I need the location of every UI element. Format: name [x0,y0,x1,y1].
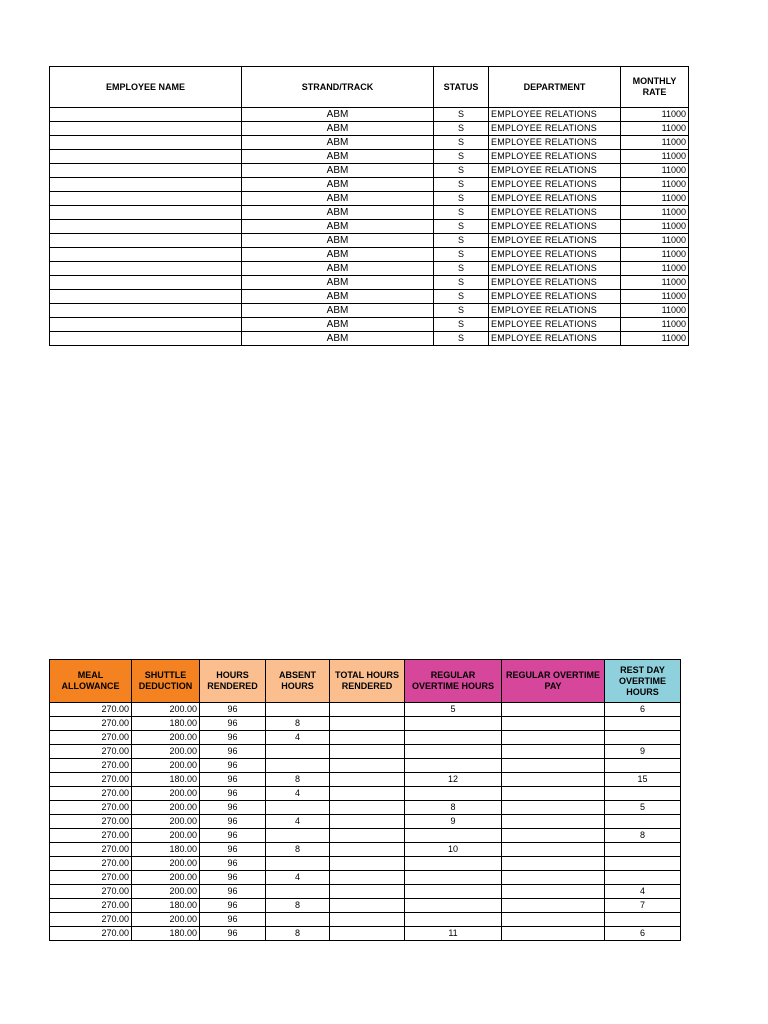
regular-overtime-pay-cell [502,829,605,843]
hours-rendered-cell: 96 [200,899,266,913]
strand-cell: ABM [242,122,434,136]
hours-rendered-cell: 96 [200,745,266,759]
shuttle-deduction-cell: 200.00 [132,857,200,871]
shuttle-deduction-cell: 200.00 [132,801,200,815]
monthly-rate-cell: 11000 [621,234,689,248]
total-hours-cell [330,843,405,857]
payroll-row [50,745,681,759]
employee-name-cell [50,248,242,262]
status-header: STATUS [434,67,489,108]
regular-overtime-hours-cell: 8 [405,801,502,815]
meal-allowance-cell: 270.00 [50,815,132,829]
shuttle-deduction-cell: 200.00 [132,913,200,927]
payroll-row [50,717,681,731]
hours-rendered-cell: 96 [200,731,266,745]
absent-hours-cell [266,703,330,717]
shuttle-deduction-cell: 200.00 [132,815,200,829]
monthly-rate-cell: 11000 [621,290,689,304]
rest-day-overtime-hours-cell [605,815,681,829]
regular-overtime-hours-header: REGULAR OVERTIME HOURS [405,660,502,703]
payroll-hours-table [49,659,681,941]
regular-overtime-hours-cell [405,731,502,745]
payroll-row [50,913,681,927]
department-cell: EMPLOYEE RELATIONS [489,318,621,332]
rest-day-overtime-hours-cell: 8 [605,829,681,843]
strand-cell: ABM [242,220,434,234]
meal-allowance-cell: 270.00 [50,759,132,773]
employee-name-cell [50,150,242,164]
strand-cell: ABM [242,136,434,150]
total-hours-cell [330,787,405,801]
employee-name-cell [50,276,242,290]
regular-overtime-pay-cell [502,703,605,717]
employee-name-cell [50,178,242,192]
rest-day-overtime-hours-header: REST DAY OVERTIME HOURS [605,660,681,703]
regular-overtime-pay-cell [502,801,605,815]
employee-name-cell [50,136,242,150]
regular-overtime-pay-cell [502,773,605,787]
strand-cell: ABM [242,234,434,248]
hours-rendered-cell: 96 [200,787,266,801]
department-cell: EMPLOYEE RELATIONS [489,206,621,220]
absent-hours-cell: 8 [266,773,330,787]
hours-rendered-cell: 96 [200,885,266,899]
regular-overtime-hours-cell: 12 [405,773,502,787]
employee-row [50,290,689,304]
employee-row [50,122,689,136]
total-hours-cell [330,759,405,773]
shuttle-deduction-cell: 180.00 [132,773,200,787]
regular-overtime-pay-cell [502,843,605,857]
absent-hours-cell [266,829,330,843]
employee-name-cell [50,122,242,136]
strand-cell: ABM [242,318,434,332]
regular-overtime-pay-cell [502,745,605,759]
regular-overtime-pay-cell [502,759,605,773]
employee-name-cell [50,290,242,304]
hours-rendered-cell: 96 [200,703,266,717]
department-header: DEPARTMENT [489,67,621,108]
strand-cell: ABM [242,108,434,122]
hours-rendered-cell: 96 [200,871,266,885]
hours-rendered-cell: 96 [200,759,266,773]
total-hours-cell [330,829,405,843]
rest-day-overtime-hours-cell: 9 [605,745,681,759]
shuttle-deduction-cell: 180.00 [132,717,200,731]
absent-hours-cell: 8 [266,717,330,731]
payroll-row [50,829,681,843]
monthly-rate-cell: 11000 [621,332,689,346]
payroll-row [50,773,681,787]
total-hours-cell [330,871,405,885]
shuttle-deduction-header: SHUTTLE DEDUCTION [132,660,200,703]
total-hours-header: TOTAL HOURS RENDERED [330,660,405,703]
regular-overtime-hours-cell [405,759,502,773]
employee-table [49,66,689,346]
rest-day-overtime-hours-cell: 4 [605,885,681,899]
meal-allowance-cell: 270.00 [50,717,132,731]
payroll-row [50,871,681,885]
regular-overtime-pay-cell [502,717,605,731]
meal-allowance-cell: 270.00 [50,787,132,801]
employee-row [50,332,689,346]
total-hours-cell [330,773,405,787]
status-cell: S [434,206,489,220]
employee-name-cell [50,192,242,206]
total-hours-cell [330,731,405,745]
rest-day-overtime-hours-cell [605,759,681,773]
strand-cell: ABM [242,178,434,192]
shuttle-deduction-cell: 200.00 [132,703,200,717]
department-cell: EMPLOYEE RELATIONS [489,276,621,290]
monthly-rate-cell: 11000 [621,304,689,318]
absent-hours-cell: 4 [266,731,330,745]
absent-hours-cell: 8 [266,843,330,857]
department-cell: EMPLOYEE RELATIONS [489,192,621,206]
regular-overtime-pay-cell [502,899,605,913]
meal-allowance-cell: 270.00 [50,703,132,717]
monthly-rate-cell: 11000 [621,318,689,332]
employee-row [50,206,689,220]
payroll-row [50,787,681,801]
absent-hours-cell: 4 [266,787,330,801]
hours-rendered-cell: 96 [200,829,266,843]
strand-cell: ABM [242,192,434,206]
employee-name-cell [50,262,242,276]
absent-hours-cell [266,913,330,927]
strand-cell: ABM [242,304,434,318]
rest-day-overtime-hours-cell [605,871,681,885]
monthly-rate-cell: 11000 [621,178,689,192]
monthly-rate-cell: 11000 [621,164,689,178]
employee-row [50,150,689,164]
employee-row [50,192,689,206]
regular-overtime-hours-cell [405,885,502,899]
meal-allowance-cell: 270.00 [50,927,132,941]
regular-overtime-hours-cell [405,787,502,801]
meal-allowance-cell: 270.00 [50,871,132,885]
department-cell: EMPLOYEE RELATIONS [489,262,621,276]
department-cell: EMPLOYEE RELATIONS [489,108,621,122]
total-hours-cell [330,717,405,731]
rest-day-overtime-hours-cell [605,913,681,927]
shuttle-deduction-cell: 200.00 [132,787,200,801]
employee-table-header-row [50,67,689,108]
rest-day-overtime-hours-cell [605,787,681,801]
employee-name-cell [50,234,242,248]
employee-row [50,164,689,178]
status-cell: S [434,108,489,122]
monthly-rate-header: MONTHLY RATE [621,67,689,108]
rest-day-overtime-hours-cell [605,731,681,745]
shuttle-deduction-cell: 180.00 [132,927,200,941]
payroll-row [50,843,681,857]
status-cell: S [434,178,489,192]
regular-overtime-hours-cell [405,899,502,913]
strand-cell: ABM [242,206,434,220]
regular-overtime-pay-cell [502,885,605,899]
total-hours-cell [330,703,405,717]
department-cell: EMPLOYEE RELATIONS [489,234,621,248]
hours-rendered-cell: 96 [200,801,266,815]
shuttle-deduction-cell: 180.00 [132,843,200,857]
employee-row [50,304,689,318]
shuttle-deduction-cell: 180.00 [132,899,200,913]
employee-row [50,108,689,122]
employee-name-cell [50,332,242,346]
monthly-rate-cell: 11000 [621,276,689,290]
regular-overtime-pay-cell [502,871,605,885]
meal-allowance-cell: 270.00 [50,843,132,857]
absent-hours-cell: 8 [266,927,330,941]
employee-name-cell [50,318,242,332]
employee-name-header: EMPLOYEE NAME [50,67,242,108]
hours-rendered-header: HOURS RENDERED [200,660,266,703]
total-hours-cell [330,885,405,899]
payroll-row [50,927,681,941]
monthly-rate-cell: 11000 [621,136,689,150]
regular-overtime-hours-cell [405,745,502,759]
status-cell: S [434,332,489,346]
strand-header: STRAND/TRACK [242,67,434,108]
employee-name-cell [50,108,242,122]
absent-hours-cell: 4 [266,815,330,829]
employee-row [50,136,689,150]
status-cell: S [434,192,489,206]
absent-hours-cell [266,885,330,899]
regular-overtime-hours-cell [405,913,502,927]
department-cell: EMPLOYEE RELATIONS [489,304,621,318]
meal-allowance-cell: 270.00 [50,913,132,927]
regular-overtime-hours-cell: 11 [405,927,502,941]
department-cell: EMPLOYEE RELATIONS [489,178,621,192]
meal-allowance-cell: 270.00 [50,773,132,787]
monthly-rate-cell: 11000 [621,192,689,206]
status-cell: S [434,262,489,276]
department-cell: EMPLOYEE RELATIONS [489,220,621,234]
meal-allowance-cell: 270.00 [50,899,132,913]
rest-day-overtime-hours-cell [605,717,681,731]
hours-rendered-cell: 96 [200,857,266,871]
total-hours-cell [330,927,405,941]
absent-hours-cell: 8 [266,899,330,913]
regular-overtime-pay-cell [502,913,605,927]
department-cell: EMPLOYEE RELATIONS [489,150,621,164]
regular-overtime-pay-cell [502,927,605,941]
hours-rendered-cell: 96 [200,843,266,857]
employee-name-cell [50,206,242,220]
hours-rendered-cell: 96 [200,815,266,829]
monthly-rate-cell: 11000 [621,206,689,220]
status-cell: S [434,122,489,136]
rest-day-overtime-hours-cell: 5 [605,801,681,815]
regular-overtime-pay-cell [502,787,605,801]
rest-day-overtime-hours-cell: 6 [605,927,681,941]
rest-day-overtime-hours-cell: 7 [605,899,681,913]
strand-cell: ABM [242,164,434,178]
payroll-table-header-row [50,660,681,703]
monthly-rate-cell: 11000 [621,262,689,276]
shuttle-deduction-cell: 200.00 [132,885,200,899]
monthly-rate-cell: 11000 [621,248,689,262]
total-hours-cell [330,815,405,829]
meal-allowance-cell: 270.00 [50,857,132,871]
shuttle-deduction-cell: 200.00 [132,745,200,759]
status-cell: S [434,318,489,332]
hours-rendered-cell: 96 [200,773,266,787]
payroll-row [50,759,681,773]
shuttle-deduction-cell: 200.00 [132,829,200,843]
employee-row [50,276,689,290]
regular-overtime-hours-cell: 5 [405,703,502,717]
shuttle-deduction-cell: 200.00 [132,759,200,773]
hours-rendered-cell: 96 [200,913,266,927]
rest-day-overtime-hours-cell [605,843,681,857]
absent-hours-cell [266,745,330,759]
status-cell: S [434,136,489,150]
regular-overtime-hours-cell [405,717,502,731]
payroll-row [50,857,681,871]
employee-row [50,318,689,332]
rest-day-overtime-hours-cell: 15 [605,773,681,787]
hours-rendered-cell: 96 [200,717,266,731]
regular-overtime-pay-cell [502,815,605,829]
strand-cell: ABM [242,262,434,276]
total-hours-cell [330,913,405,927]
status-cell: S [434,248,489,262]
payroll-row [50,801,681,815]
payroll-row [50,815,681,829]
absent-hours-header: ABSENT HOURS [266,660,330,703]
strand-cell: ABM [242,150,434,164]
employee-row [50,178,689,192]
status-cell: S [434,276,489,290]
employee-row [50,234,689,248]
monthly-rate-cell: 11000 [621,122,689,136]
meal-allowance-cell: 270.00 [50,801,132,815]
strand-cell: ABM [242,276,434,290]
payroll-row [50,703,681,717]
payroll-row [50,885,681,899]
status-cell: S [434,304,489,318]
department-cell: EMPLOYEE RELATIONS [489,290,621,304]
employee-name-cell [50,304,242,318]
status-cell: S [434,220,489,234]
department-cell: EMPLOYEE RELATIONS [489,332,621,346]
regular-overtime-hours-cell [405,829,502,843]
department-cell: EMPLOYEE RELATIONS [489,248,621,262]
employee-row [50,248,689,262]
status-cell: S [434,164,489,178]
monthly-rate-cell: 11000 [621,108,689,122]
absent-hours-cell: 4 [266,871,330,885]
employee-row [50,220,689,234]
regular-overtime-hours-cell: 10 [405,843,502,857]
total-hours-cell [330,857,405,871]
rest-day-overtime-hours-cell [605,857,681,871]
meal-allowance-cell: 270.00 [50,731,132,745]
employee-row [50,262,689,276]
strand-cell: ABM [242,248,434,262]
regular-overtime-hours-cell [405,857,502,871]
department-cell: EMPLOYEE RELATIONS [489,164,621,178]
employee-name-cell [50,164,242,178]
absent-hours-cell [266,759,330,773]
monthly-rate-cell: 11000 [621,150,689,164]
rest-day-overtime-hours-cell: 6 [605,703,681,717]
department-cell: EMPLOYEE RELATIONS [489,136,621,150]
payroll-row [50,899,681,913]
meal-allowance-header: MEAL ALLOWANCE [50,660,132,703]
monthly-rate-cell: 11000 [621,220,689,234]
regular-overtime-pay-cell [502,731,605,745]
hours-rendered-cell: 96 [200,927,266,941]
employee-name-cell [50,220,242,234]
shuttle-deduction-cell: 200.00 [132,871,200,885]
regular-overtime-pay-cell [502,857,605,871]
absent-hours-cell [266,857,330,871]
total-hours-cell [330,801,405,815]
status-cell: S [434,234,489,248]
meal-allowance-cell: 270.00 [50,745,132,759]
meal-allowance-cell: 270.00 [50,829,132,843]
strand-cell: ABM [242,332,434,346]
status-cell: S [434,150,489,164]
regular-overtime-pay-header: REGULAR OVERTIME PAY [502,660,605,703]
payroll-row [50,731,681,745]
strand-cell: ABM [242,290,434,304]
regular-overtime-hours-cell: 9 [405,815,502,829]
meal-allowance-cell: 270.00 [50,885,132,899]
total-hours-cell [330,899,405,913]
shuttle-deduction-cell: 200.00 [132,731,200,745]
absent-hours-cell [266,801,330,815]
total-hours-cell [330,745,405,759]
department-cell: EMPLOYEE RELATIONS [489,122,621,136]
status-cell: S [434,290,489,304]
regular-overtime-hours-cell [405,871,502,885]
